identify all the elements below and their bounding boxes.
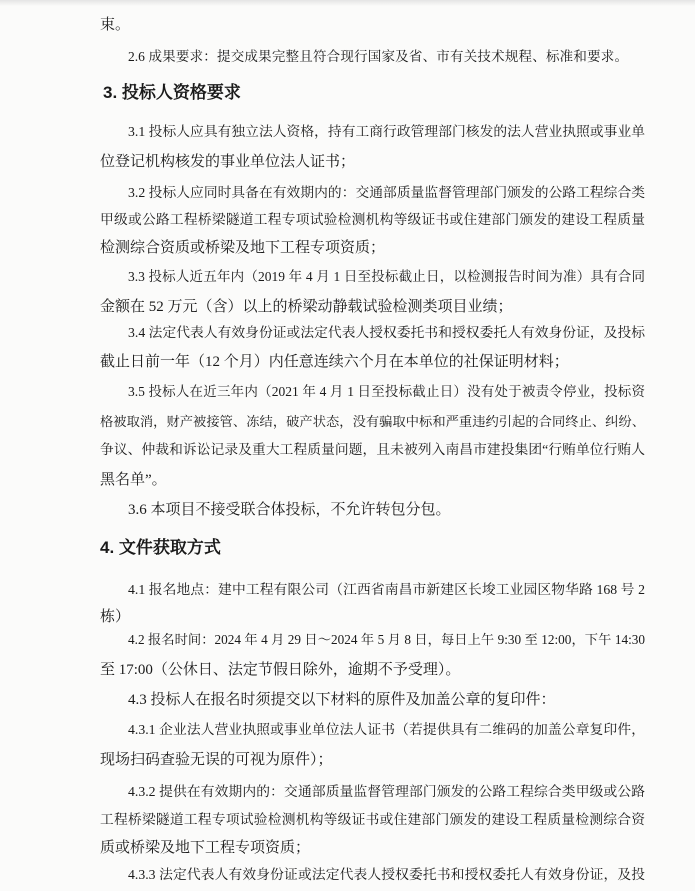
clause-3-2: 3.2 投标人应同时具备在有效期内的：交通部质量监督管理部门颁发的公路工程综合类 [128, 185, 645, 200]
clause-3-3: 3.3 投标人近五年内（2019 年 4 月 1 日至投标截止日，以检测报告时间为准）具有合同 [128, 269, 645, 284]
section-3-heading: 3. 投标人资格要求 [103, 83, 241, 102]
text-line: 争议、仲裁和诉讼记录及重大工程质量问题，且未被列入南昌市建投集团“行贿单位行贿人 [100, 442, 645, 457]
text-line: 位登记机构核发的事业单位法人证书； [100, 154, 356, 170]
text-line: 现场扫码查验无误的可视为原件）； [100, 752, 333, 768]
clause-3-4: 3.4 法定代表人有效身份证或法定代表人授权委托书和授权委托人有效身份证，及投标 [128, 325, 645, 340]
clause-4-3: 4.3 投标人在报名时须提交以下材料的原件及加盖公章的复印件： [128, 692, 556, 708]
text-line: 金额在 52 万元（含）以上的桥梁动静载试验检测类项目业绩； [100, 299, 513, 315]
clause-3-5: 3.5 投标人在近三年内（2021 年 4 月 1 日至投标截止日）没有处于被责令停业，投标资 [128, 384, 645, 399]
clause-4-1: 4.1 报名地点：建中工程有限公司（江西省南昌市新建区长埈工业园区物华路 168 号 2 [128, 582, 645, 597]
clause-4-2: 4.2 报名时间：2024 年 4 月 29 日～2024 年 5 月 8 日，每日上午 9:30 至 12:00，下午 14:30 [128, 632, 645, 647]
clause-3-1: 3.1 投标人应具有独立法人资格，持有工商行政管理部门核发的法人营业执照或事业单 [128, 124, 645, 139]
text-line: 栋） [100, 609, 131, 625]
text-line: 检测综合资质或桥梁及地下工程专项资质； [100, 240, 386, 256]
clause-2-6: 2.6 成果要求：提交成果完整且符合现行国家及省、市有关技术规程、标准和要求。 [128, 49, 628, 64]
clause-4-3-3: 4.3.3 法定代表人有效身份证或法定代表人授权委托书和授权委托人有效身份证，及投 [128, 867, 645, 882]
text-line: 格被取消，财产被接管、冻结，破产状态，没有骗取中标和严重违约引起的合同终止、纠纷、 [100, 414, 645, 429]
text-line: 工程桥梁隧道工程专项试验检测机构等级证书或住建部门颁发的建设工程质量检测综合资 [100, 812, 645, 827]
clause-4-3-2: 4.3.2 提供在有效期内的：交通部质量监督管理部门颁发的公路工程综合类甲级或公路 [128, 784, 645, 799]
text-line: 束。 [100, 17, 131, 33]
text-line: 甲级或公路工程桥梁隧道工程专项试验检测机构等级证书或住建部门颁发的建设工程质量 [100, 212, 645, 227]
clause-4-3-1: 4.3.1 企业法人营业执照或事业单位法人证书（若提供具有二维码的加盖公章复印件， [128, 722, 645, 737]
scan-edge [0, 0, 695, 6]
text-line: 质或桥梁及地下工程专项资质； [100, 840, 311, 856]
text-line: 截止日前一年（12 个月）内任意连续六个月在本单位的社保证明材料； [100, 354, 569, 370]
text-line: 至 17:00（公休日、法定节假日除外，逾期不予受理）。 [100, 662, 461, 678]
clause-3-6: 3.6 本项目不接受联合体投标，不允许转包分包。 [128, 502, 451, 518]
text-line: 黑名单”。 [100, 472, 167, 488]
section-4-heading: 4. 文件获取方式 [100, 538, 221, 557]
